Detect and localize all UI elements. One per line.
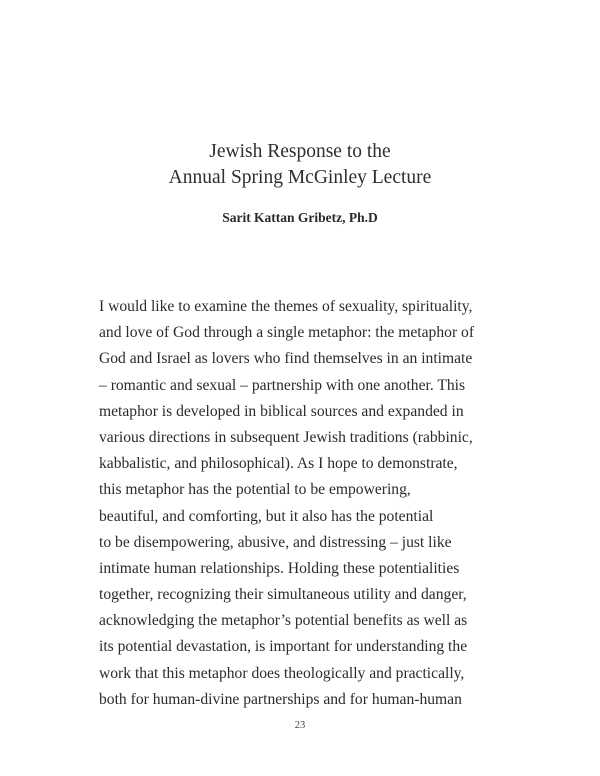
body-line: to be disempowering, abusive, and distressing – just like [99,533,452,551]
body-line: both for human-divine partnerships and for human-human [99,690,462,708]
body-line: and love of God through a single metaphor: the metaphor of [99,324,475,342]
author-name: Sarit Kattan Gribetz, Ph.D [222,210,378,225]
body-line: this metaphor has the potential to be empowering, [99,481,411,499]
title-line-1: Jewish Response to the [209,141,391,162]
body-line: acknowledging the metaphor’s potential benefits as well as [99,612,468,630]
body-line: I would like to examine the themes of sexuality, spirituality, [99,298,473,315]
body-line: work that this metaphor does theologically and practically, [99,664,465,682]
body-paragraph [99,294,519,713]
body-line: – romantic and sexual – partnership with one another. This [99,376,466,394]
body-line: together, recognizing their simultaneous utility and danger, [99,586,467,604]
body-line: metaphor is developed in biblical sources and expanded in [99,402,464,420]
title-line-2: Annual Spring McGinley Lecture [168,167,432,188]
body-line: intimate human relationships. Holding these potentialities [99,559,460,577]
body-line: beautiful, and comforting, but it also has the potential [99,507,434,525]
body-line: various directions in subsequent Jewish traditions (rabbinic, [99,428,473,446]
body-line: its potential devastation, is important for understanding the [99,638,468,656]
body-line: kabbalistic, and philosophical). As I hope to demonstrate, [99,455,458,473]
body-line: God and Israel as lovers who find themselves in an intimate [99,350,473,368]
page-number: 23 [294,720,306,731]
